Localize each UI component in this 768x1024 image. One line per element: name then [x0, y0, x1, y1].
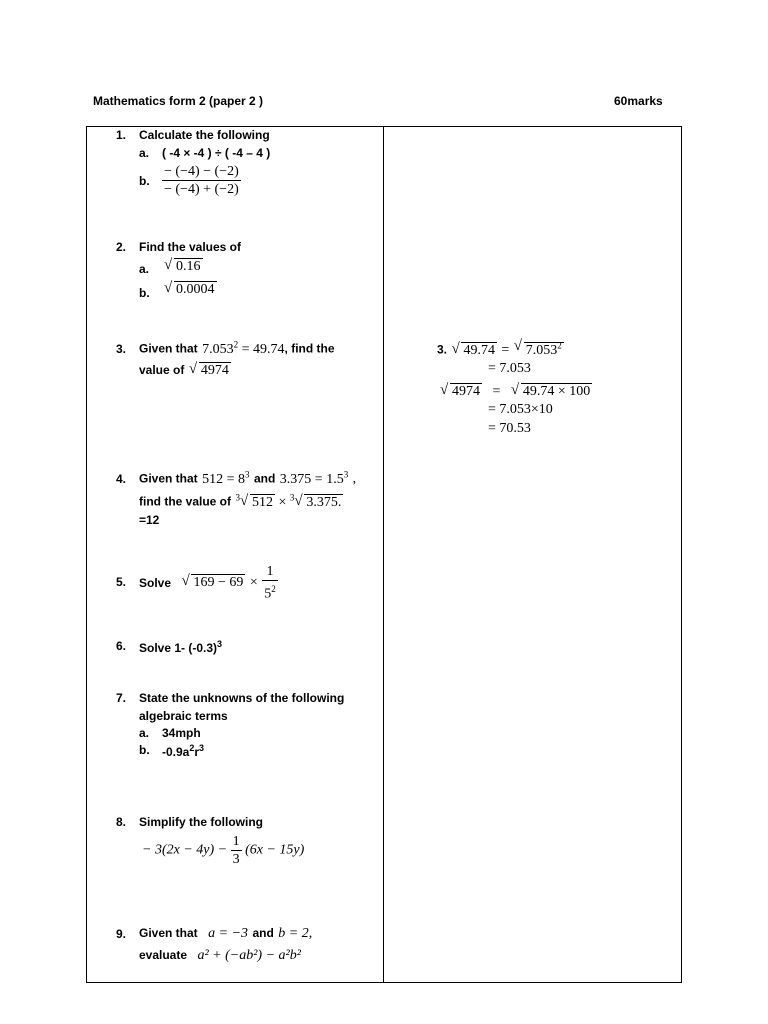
- q9-expr: a² + (−ab²) − a²b²: [197, 948, 301, 963]
- answer3-eq2: =: [492, 384, 501, 399]
- answer3-line1: 3. √ 49.74 = √ 7.053$^2$: [437, 338, 562, 358]
- total-marks: 60marks: [614, 94, 663, 108]
- q7-b-e1: 2: [189, 743, 195, 753]
- q4-given: Given that: [139, 471, 198, 486]
- q3-root-value: 4974: [200, 363, 229, 378]
- q5-times: ×: [249, 574, 258, 590]
- q8-expr: [142, 833, 304, 868]
- answer3-line2: = 7.053: [488, 361, 531, 376]
- q3-line1: [139, 339, 335, 358]
- q6-expr: Solve 1- (-0.3): [139, 641, 218, 655]
- q4-find: find the value of: [139, 494, 232, 509]
- q8-denominator: 3: [232, 852, 240, 867]
- q7-a-value: 34mph: [162, 726, 201, 740]
- q3-rest: = 49.74: [238, 341, 285, 357]
- q9-and: and: [252, 926, 274, 940]
- q6-number: 6.: [116, 639, 127, 653]
- q3-given: Given that: [139, 341, 198, 356]
- q2-number: 2.: [116, 240, 127, 254]
- q8-post: (6x − 15y): [245, 842, 305, 858]
- q3-find: , find the: [284, 341, 335, 356]
- q4-e1: 512 = 8: [202, 471, 246, 487]
- q9-number: 9.: [116, 927, 127, 941]
- q9-comma: ,: [308, 926, 313, 941]
- q3-base: 7.053: [202, 341, 234, 357]
- q7-a-label: a.: [139, 726, 150, 740]
- q7-b-e2: 3: [199, 743, 205, 753]
- q3-valueof: value of: [139, 363, 185, 377]
- column-divider: [383, 126, 384, 983]
- q7-b-mid: r: [194, 745, 200, 759]
- q1-b-numerator: − (−4) − (−2): [164, 164, 239, 179]
- q8-text: Simplify the following: [139, 815, 263, 829]
- q4-e2-exp: 3: [343, 469, 349, 479]
- q4-cube1: 3: [235, 492, 240, 502]
- answer3-r2-exp: 2: [557, 340, 562, 350]
- q4-r2: 3.375.: [306, 494, 342, 510]
- q8-numerator: 1: [232, 834, 240, 849]
- q5-den-exp: 2: [271, 584, 276, 594]
- q7-b-value: [162, 743, 204, 759]
- q3-line2: value of √ 4974: [139, 361, 229, 378]
- q2-a-label: a.: [139, 262, 150, 276]
- answer3-r1: 49.74: [463, 342, 495, 358]
- q4-cube2: 3: [289, 492, 295, 502]
- q2-b-label: b.: [139, 286, 150, 300]
- q1-a-expr: ( -4 × -4 ) ÷ ( -4 – 4 ): [162, 146, 271, 160]
- q4-comma: ,: [352, 471, 357, 487]
- q9-line1: [139, 924, 312, 942]
- q2-a-value: 0.16: [176, 259, 201, 274]
- q8-number: 8.: [116, 815, 127, 829]
- q4-line2: find the value of $^3$ √ 512 × $^3$ √ 3.375.: [139, 492, 342, 510]
- q4-e2: 3.375 = 1.5: [279, 471, 344, 487]
- q1-b-fraction: [162, 163, 241, 198]
- q6-text: [139, 639, 222, 655]
- q7-text1: State the unknowns of the following: [139, 691, 345, 705]
- q7-number: 7.: [116, 691, 127, 705]
- answer3-eq: =: [501, 342, 510, 358]
- q3-number: 3.: [116, 342, 127, 356]
- q4-and: and: [254, 471, 276, 486]
- q8-pre: − 3(2x − 4y) −: [142, 842, 228, 858]
- q2-b-root: √ 0.0004: [164, 280, 215, 297]
- q7-b-label: b.: [139, 743, 150, 757]
- answer3-label: 3.: [437, 342, 448, 357]
- q4-e1-exp: 3: [245, 469, 250, 479]
- q6-exp: 3: [217, 639, 223, 649]
- q4-number: 4.: [116, 472, 127, 486]
- q3-exp: 2: [233, 339, 239, 349]
- q2-text: Find the values of: [139, 240, 242, 254]
- q5-solve: Solve: [139, 575, 172, 590]
- q2-a-root: √ 0.16: [164, 257, 201, 274]
- answer3-r3: 4974: [452, 384, 480, 399]
- q5-root: 169 − 69: [193, 574, 244, 590]
- answer3-line5: = 70.53: [488, 421, 531, 436]
- q9-b: b = 2: [278, 926, 309, 941]
- answer3-r4: 49.74 × 100: [522, 384, 591, 399]
- q5-number: 5.: [116, 575, 127, 589]
- q9-given: Given that: [139, 926, 198, 940]
- q9-line2: [139, 946, 301, 964]
- q1-b-label: b.: [139, 174, 150, 188]
- q5-line: Solve √ 169 − 69 × $\frac{1}{5^2}$: [139, 564, 276, 602]
- answer3-r2: 7.053: [525, 342, 558, 358]
- q4-line1: [139, 469, 356, 488]
- q2-b-value: 0.0004: [176, 282, 215, 297]
- q1-a-label: a.: [139, 146, 150, 160]
- q1-b-denominator: − (−4) + (−2): [164, 182, 239, 197]
- q5-numerator: 1: [262, 563, 278, 581]
- q1-number: 1.: [116, 128, 127, 142]
- answer3-line4: = 7.053×10: [488, 402, 553, 417]
- answer3-line3: √ 4974 = √ 49.74 × 100: [440, 382, 591, 399]
- q5-denominator: 5: [264, 586, 272, 602]
- q9-a: a = −3: [208, 926, 249, 941]
- q9-evaluate: evaluate: [139, 948, 188, 962]
- q4-r1: 512: [251, 494, 273, 510]
- q4-answer: =12: [139, 513, 160, 527]
- q1-text: Calculate the following: [139, 128, 270, 142]
- page-title: Mathematics form 2 (paper 2 ): [93, 94, 264, 108]
- q4-times: ×: [278, 494, 287, 510]
- q7-text2: algebraic terms: [139, 709, 228, 723]
- q7-b-pre: -0.9a: [162, 745, 190, 759]
